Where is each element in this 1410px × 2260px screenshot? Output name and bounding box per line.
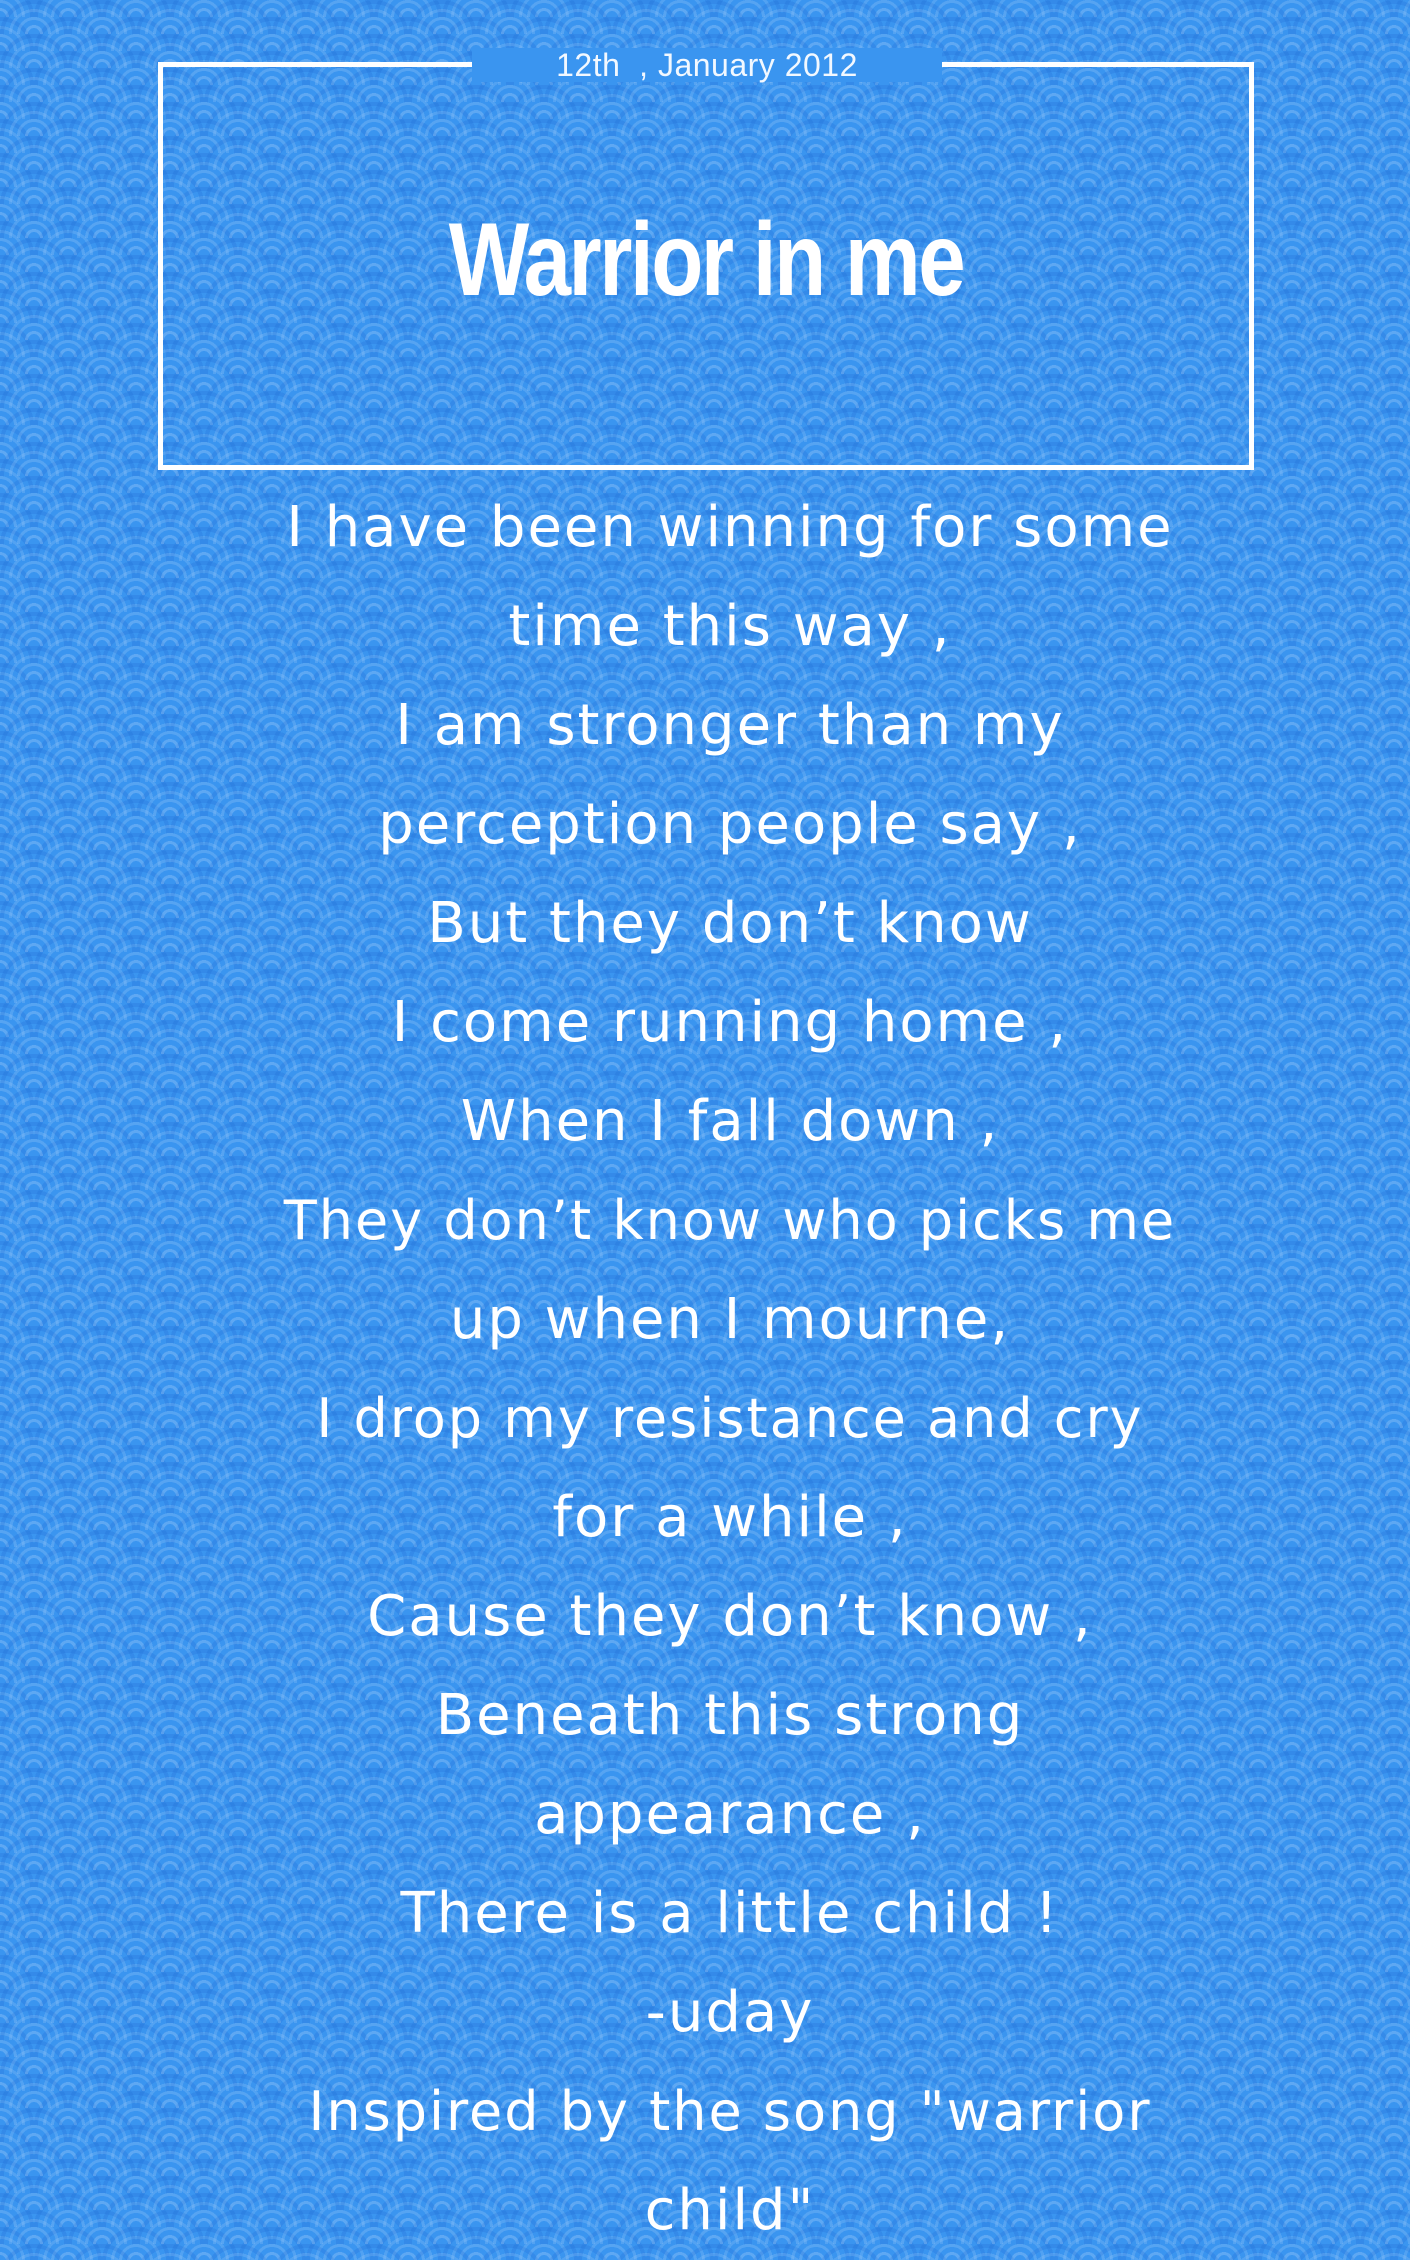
inspiration-line: child" xyxy=(644,2178,816,2243)
poem-line: up when I mourne, xyxy=(449,1287,1011,1352)
poem-line: I have been winning for some xyxy=(286,495,1174,560)
poem-line: appearance , xyxy=(534,1782,926,1847)
poem-line: They don’t know who picks me xyxy=(283,1189,1177,1252)
poem-line: But they don’t know xyxy=(427,891,1033,956)
poem-title: Warrior in me xyxy=(448,202,964,318)
poem-line: for a while , xyxy=(552,1485,908,1550)
date-text: 12th , January 2012 xyxy=(556,46,858,83)
poem-line: I drop my resistance and cry xyxy=(316,1387,1144,1450)
poem-line: time this way , xyxy=(508,594,952,659)
poem-line: I come running home , xyxy=(391,990,1069,1055)
poem-line: perception people say , xyxy=(378,792,1082,857)
poem-line: When I fall down , xyxy=(460,1089,1000,1154)
poem-line: Cause they don’t know , xyxy=(367,1584,1093,1649)
signature-line: -uday xyxy=(645,1980,815,2045)
poem-line: There is a little child ! xyxy=(400,1881,1060,1946)
inspiration-line: Inspired by the song "warrior xyxy=(308,2080,1152,2143)
poem-line: I am stronger than my xyxy=(395,693,1065,758)
poem-line: Beneath this strong xyxy=(435,1683,1025,1748)
date-container xyxy=(472,48,942,82)
poem-body xyxy=(150,478,1310,2260)
